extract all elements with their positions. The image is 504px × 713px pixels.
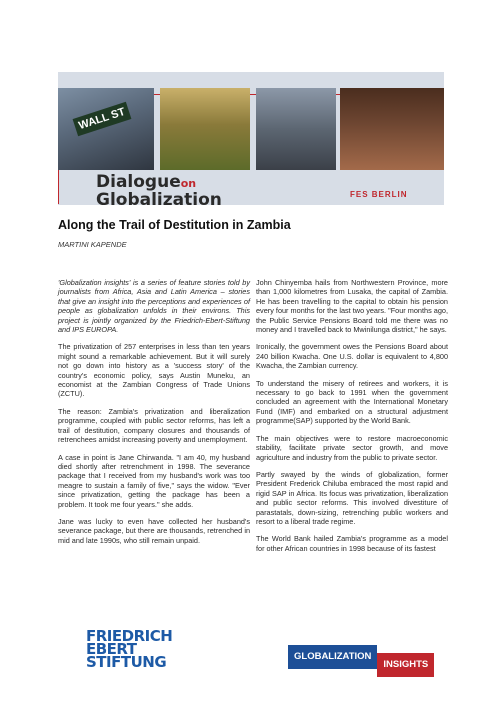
gi-logo-part1: GLOBALIZATION: [288, 645, 377, 669]
paragraph: To understand the misery of retirees and workers, it is necessary to go back to 1991 when the government concluded an agreement with the International Monetary Fund (IMF) and embarked on a structural adjustment programme(SAP) supported by the World Bank.: [256, 378, 448, 426]
worker-photo: [256, 88, 336, 170]
fes-berlin-label: FES BERLIN: [350, 190, 408, 199]
gi-logo-part2: INSIGHTS: [377, 653, 434, 677]
paragraph: John Chinyemba hails from Northwestern Province, more than 1,000 kilometres from Lusaka, the capital of Zambia. He has been travelling to the capital to obtain his pension every four months for the last two years. "Four months ago, the Public Service Pensions Board told me there was no money and I travelled back to Mwinilunga district," he says.: [256, 278, 448, 335]
right-column: [256, 278, 448, 561]
dialogue-on-globalization-logo: [96, 172, 222, 210]
wall-street-photo: [58, 88, 154, 170]
fes-logo-line: EBERT: [86, 640, 137, 658]
paragraph: The main objectives were to restore macroeconomic stability, facilitate private sector growth, and move agriculture and industry from the public to private sector.: [256, 433, 448, 462]
article-author: MARTINI KAPENDE: [58, 240, 127, 249]
left-column: [58, 278, 250, 553]
article-title: Along the Trail of Destitution in Zambia: [58, 218, 291, 232]
paragraph: The World Bank hailed Zambia's programme as a model for other African countries in 1998 because of its fastest: [256, 534, 448, 553]
farmers-photo: [160, 88, 250, 170]
children-photo: [340, 88, 444, 170]
paragraph: Partly swayed by the winds of globalization, former President Frederick Chiluba embraced the most rapid and rigid SAP in Africa. Its focus was privatization, liberalization and public sector reforms. This involved divestiture of parastatals, down-sizing, retrenching public workers and resort to a liberal trade regime.: [256, 469, 448, 526]
paragraph: Jane was lucky to even have collected her husband's severance package, but there are thousands, retrenched in mid and late 1990s, who still remain unpaid.: [58, 516, 250, 545]
globalization-insights-logo: [288, 645, 434, 669]
fes-logo-line: FRIEDRICH: [86, 627, 173, 645]
brand-on: on: [180, 177, 197, 190]
brand-line1: Dialogue: [96, 172, 181, 192]
fes-logo-line: STIFTUNG: [86, 653, 167, 671]
brand-line2: Globalization: [96, 190, 222, 210]
wall-street-sign: WALL ST: [73, 102, 132, 136]
paragraph: Ironically, the government owes the Pensions Board about 240 billion Kwacha. One U.S. dollar is equivalent to 4,800 Kwacha, the Zambian currency.: [256, 342, 448, 371]
paragraph: A case in point is Jane Chirwanda. "I am 40, my husband died shortly after retrenchment in 1998. The severance package that I received from my husband's work was too meagre to sustain a family of five," says the widow. "Ever since privatization, getting the package has been a problem. It took me four years." she adds.: [58, 452, 250, 509]
friedrich-ebert-stiftung-logo: [86, 627, 173, 671]
paragraph: The reason: Zambia's privatization and liberalization programme, coupled with public sector reforms, has left a trail of destitution, company closures and thousands of retrenchees amidst increasing poverty and unemployment.: [58, 406, 250, 445]
paragraph: The privatization of 257 enterprises in less than ten years might sound a remarkable achievement. But it will surely not go down into history as a 'success story' of the country's economic policy, says Austin Muneku, an economist at the Zambian Congress of Trade Unions (ZCTU).: [58, 342, 250, 399]
intro-paragraph: 'Globalization insights' is a series of feature stories told by journalists from Africa, Asia and Latin America – stories that give an insight into the perceptions and experiences of people as globalization unfolds in their environs. This project is jointly organized by the Friedrich-Ebert-Stiftung and IPS EUROPA.: [58, 278, 250, 335]
